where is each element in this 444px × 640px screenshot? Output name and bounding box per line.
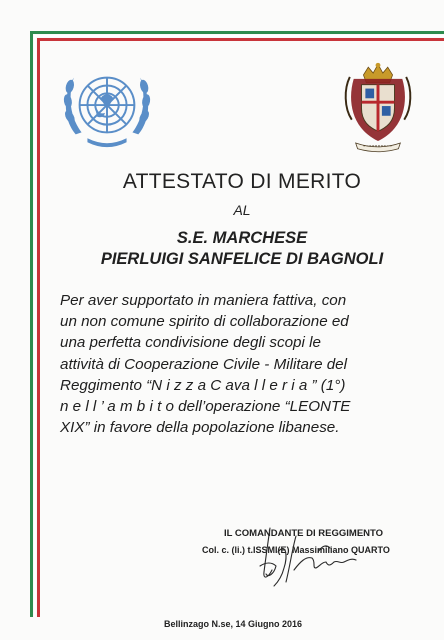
border-red-top: [37, 38, 444, 41]
place-and-date: Bellinzago N.se, 14 Giugno 2016: [164, 619, 303, 629]
citation-line: attività di Cooperazione Civile - Militare del: [60, 355, 347, 373]
handwritten-signature: [256, 522, 372, 594]
recipient-name: PIERLUIGI SANFELICE DI BAGNOLI: [100, 250, 384, 268]
signatory-title: IL COMANDANTE DI REGGIMENTO: [224, 528, 384, 539]
un-emblem-icon: [58, 62, 156, 152]
citation-line: XIX” in favore della popolazione libanese.: [60, 419, 340, 437]
border-white-left: [34, 35, 36, 617]
border-white-top: [34, 35, 444, 37]
citation-line: una perfetta condivisione degli scopi le: [60, 334, 321, 352]
border-green-top: [30, 31, 444, 34]
certificate-title: ATTESTATO DI MERITO: [122, 170, 362, 193]
citation-line: Per aver supportato in maniera fattiva, con: [60, 292, 347, 309]
citation-line: un non comune spirito di collaborazione ed: [60, 313, 349, 331]
signatory-name: Col. c. (li.) t.ISSMI(E) Massimiliano QUARTO: [202, 545, 390, 555]
citation-line: n e l l ’ a m b i t o dell’operazione “LEONTE: [60, 398, 351, 416]
coat-of-arms-icon: [344, 58, 412, 158]
border-red-left: [37, 38, 40, 617]
addressee-prefix: AL: [233, 202, 251, 218]
recipient-title: S.E. MARCHESE: [176, 229, 308, 247]
citation-text: [60, 290, 400, 438]
border-green-left: [30, 31, 33, 617]
citation-line: Reggimento “N i z z a C ava l l e r i a ” (1°): [60, 376, 346, 394]
